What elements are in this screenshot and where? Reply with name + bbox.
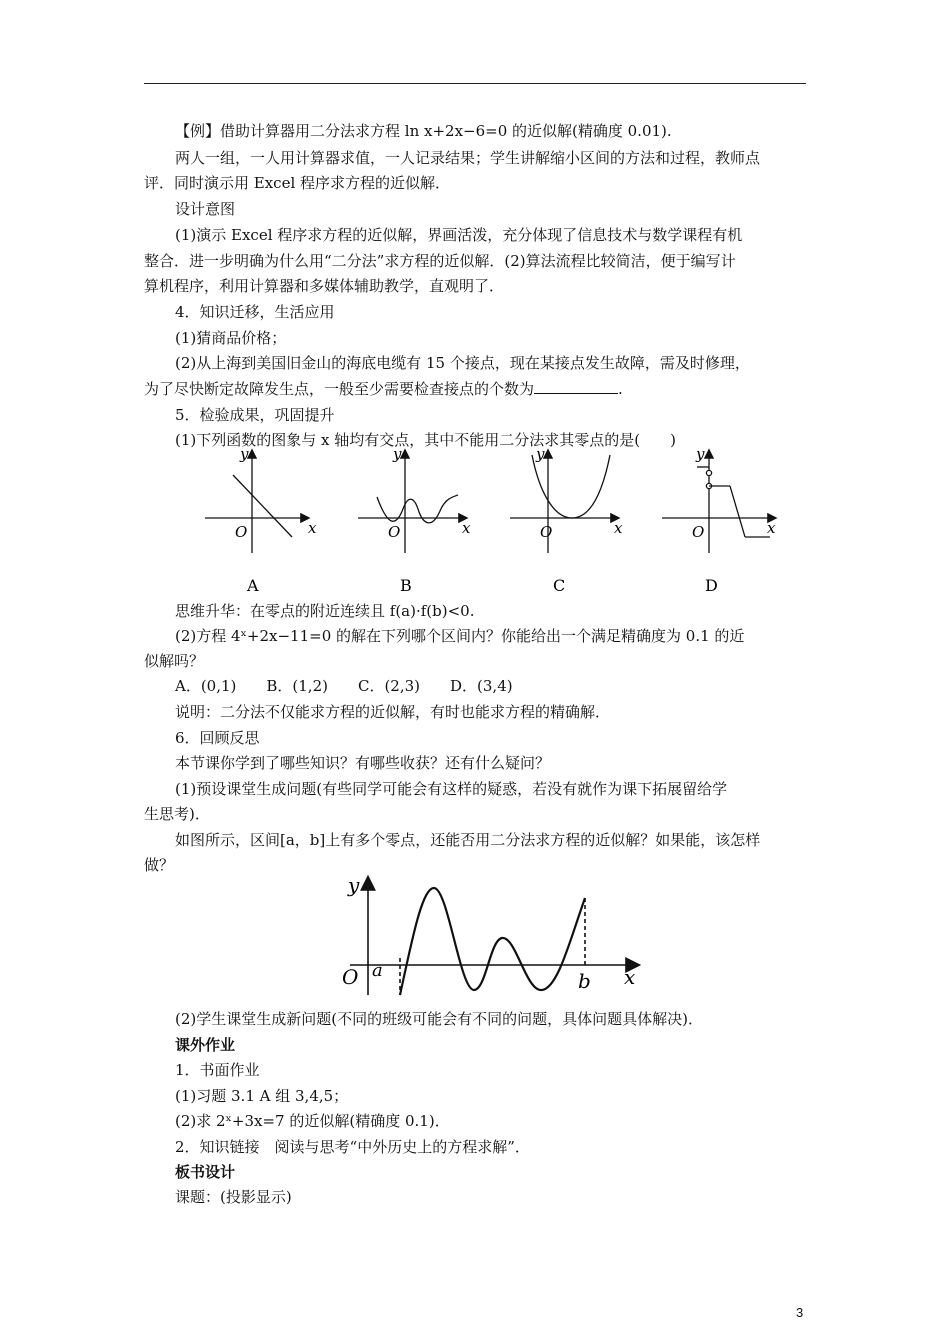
origin-label: O <box>540 523 553 541</box>
text-line: (1)猜商品价格； <box>175 329 287 347</box>
axis-y-label: y <box>348 873 360 897</box>
axis-y-label: y <box>536 445 545 463</box>
text-line: 算机程序，利用计算器和多媒体辅助教学，直观明了． <box>144 277 505 295</box>
question-line: (1)下列函数的图象与 x 轴均有交点，其中不能用二分法求其零点的是( ) <box>175 431 676 449</box>
section-heading: 4．知识迁移，生活应用 <box>175 303 335 321</box>
origin-label: O <box>388 523 401 541</box>
example-line: 【例】借助计算器用二分法求方程 ln x+2x−6=0 的近似解(精确度 0.01). <box>175 122 672 140</box>
text-line: (1)预设课堂生成问题(有些同学可能会有这样的疑惑，若没有就作为课下拓展留给学 <box>175 780 728 798</box>
text-line: 说明：二分法不仅能求方程的近似解，有时也能求方程的精确解． <box>175 703 611 721</box>
point-b-label: b <box>578 969 591 993</box>
axis-y-label: y <box>240 445 249 463</box>
question-line: (2)方程 4ˣ+2x−11=0 的解在下列哪个区间内？你能给出一个满足精确度为 0.1 的近 <box>175 627 745 645</box>
graph-c <box>510 451 618 553</box>
multi-zero-graph <box>330 870 650 1002</box>
text-line: 似解吗？ <box>144 652 205 670</box>
text-line: 1．书面作业 <box>175 1061 260 1079</box>
text-line: (2)学生课堂生成新问题(不同的班级可能会有不同的问题，具体问题具体解决)． <box>175 1010 703 1028</box>
text-line: 整合．进一步明确为什么用“二分法”求方程的近似解．(2)算法流程比较简洁，便于编写计 <box>144 252 736 270</box>
text-line: (1)习题 3.1 A 组 3,4,5； <box>175 1087 349 1105</box>
origin-label: O <box>692 523 705 541</box>
text-line: 生思考)． <box>144 805 210 823</box>
graph-a <box>205 451 308 553</box>
page-number: 3 <box>796 1305 804 1320</box>
axis-y-label: y <box>696 445 705 463</box>
answer-blank <box>534 379 618 394</box>
axis-x-label: x <box>624 965 636 989</box>
question-line <box>144 378 623 400</box>
graph-d <box>662 451 775 553</box>
section-heading: 6．回顾反思 <box>175 729 260 747</box>
text-line: 两人一组，一人用计算器求值，一人记录结果；学生讲解缩小区间的方法和过程，教师点 <box>175 149 761 167</box>
origin-label: O <box>235 523 248 541</box>
axis-x-label: x <box>462 519 471 537</box>
graph-b <box>358 451 466 553</box>
question-text: 为了尽快断定故障发生点，一般至少需要检查接点的个数为 <box>144 380 535 398</box>
text-line: (2)从上海到美国旧金山的海底电缆有 15 个接点，现在某接点发生故障，需及时修理， <box>175 354 750 372</box>
header-rule <box>144 83 806 84</box>
options-line: A．(0,1) B．(1,2) C．(2,3) D．(3,4) <box>175 677 513 695</box>
text-line: 2．知识链接 阅读与思考“中外历史上的方程求解”． <box>175 1138 530 1156</box>
axis-y-label: y <box>393 445 402 463</box>
text-line: 思维升华：在零点的附近连续且 f(a)·f(b)<0. <box>175 602 475 620</box>
option-label-b: B <box>400 576 412 595</box>
text-line: 如图所示，区间[a，b]上有多个零点，还能否用二分法求方程的近似解？如果能，该怎样 <box>175 831 761 849</box>
text-line: (2)求 2ˣ+3x=7 的近似解(精确度 0.1)． <box>175 1112 450 1130</box>
section-heading: 5．检验成果，巩固提升 <box>175 406 335 424</box>
option-graphs <box>200 445 790 595</box>
question-end: . <box>618 380 623 398</box>
axis-x-label: x <box>614 519 623 537</box>
text-line: 做？ <box>144 856 175 874</box>
option-label-d: D <box>705 576 718 595</box>
text-line: 课题：(投影显示) <box>175 1188 292 1206</box>
option-label-c: C <box>553 576 566 595</box>
section-title: 课外作业 <box>175 1036 236 1054</box>
section-label: 设计意图 <box>175 200 236 218</box>
text-line: (1)演示 Excel 程序求方程的近似解，界画活泼，充分体现了信息技术与数学课程有机 <box>175 226 743 244</box>
axis-x-label: x <box>767 519 776 537</box>
point-a-label: a <box>372 960 383 981</box>
section-title: 板书设计 <box>175 1163 236 1181</box>
origin-label: O <box>342 965 359 989</box>
axis-x-label: x <box>308 519 317 537</box>
text-line: 评．同时演示用 Excel 程序求方程的近似解． <box>144 174 451 192</box>
option-label-a: A <box>247 576 259 595</box>
text-line: 本节课你学到了哪些知识？有哪些收获？还有什么疑问？ <box>175 754 551 772</box>
